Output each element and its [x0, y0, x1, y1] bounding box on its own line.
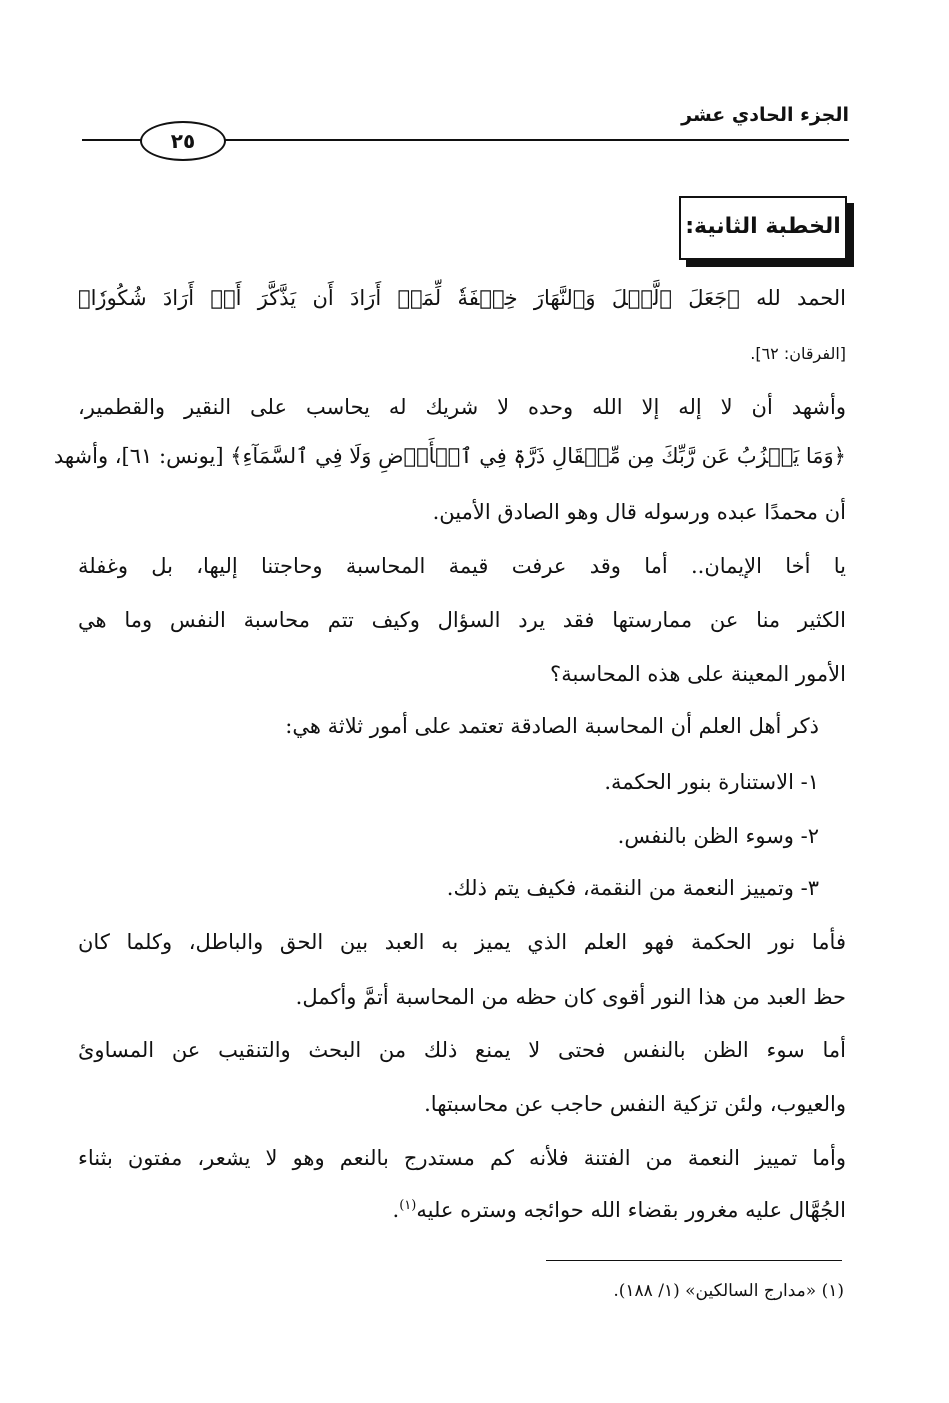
footnote: (١) «مدارج السالكين» (١/ ١٨٨). [613, 1281, 844, 1301]
text-line: [الفرقان: ٦٢]. [750, 344, 846, 363]
list-item: ١- الاستنارة بنور الحكمة. [604, 770, 819, 794]
footnote-marker: (١) [399, 1198, 417, 1213]
text-line: الكثير منا عن ممارستها فقد يرد السؤال وكيف تتم محاسبة النفس وما هي [78, 608, 846, 632]
text-line: الأمور المعينة على هذه المحاسبة؟ [550, 662, 846, 686]
text-line: الحمد لله ﴿جَعَلَ ٱلَّيۡلَ وَٱلنَّهَارَ خِلۡفَةٗ لِّمَنۡ أَرَادَ أَن يَذَّكَّرَ أَوۡ أَرَادَ شُكُورٗا﴾ [78, 286, 846, 310]
section-title-box [679, 196, 847, 260]
running-title: الجزء الحادي عشر [681, 104, 849, 126]
sentence-end: . [392, 1198, 400, 1222]
text-line: والعيوب، ولئن تزكية النفس حاجب عن محاسبتها. [424, 1092, 846, 1116]
page-number: ٢٥ [140, 121, 226, 161]
text-line: أن محمدًا عبده ورسوله قال وهو الصادق الأمين. [432, 500, 846, 524]
list-item: ٣- وتمييز النعمة من النقمة، فكيف يتم ذلك. [446, 876, 819, 900]
text-line: يا أخا الإيمان.. أما وقد عرفت قيمة المحاسبة وحاجتنا إليها، بل وغفلة [78, 554, 846, 578]
list-item: ٢- وسوء الظن بالنفس. [617, 824, 819, 848]
footnote-rule [546, 1260, 842, 1261]
text-line-content: الجُهَّال عليه مغرور بقضاء الله حوائجه وستره عليه [416, 1198, 846, 1222]
text-line: ذكر أهل العلم أن المحاسبة الصادقة تعتمد على أمور ثلاثة هي: [285, 714, 819, 738]
text-line [78, 1188, 846, 1232]
text-line: حظ العبد من هذا النور أقوى كان حظه من المحاسبة أتمَّ وأكمل. [295, 985, 846, 1009]
text-line: ﴿وَمَا يَعۡزُبُ عَن رَّبِّكَ مِن مِّثۡقَالِ ذَرَّةٖ فِي ٱلۡأَرۡضِ وَلَا فِي ٱلسَّمَآءِ﴾ [يونس: ٦١]، وأشهد [53, 444, 846, 468]
text-line: وأشهد أن لا إله إلا الله وحده لا شريك له يحاسب على النقير والقطمير، [78, 395, 846, 419]
text-line: وأما تمييز النعمة من الفتنة فلأنه كم مستدرج بالنعم وهو لا يشعر، مفتون بثناء [78, 1146, 846, 1170]
text-line: فأما نور الحكمة فهو العلم الذي يميز به العبد بين الحق والباطل، وكلما كان [78, 930, 846, 954]
text-line: أما سوء الظن بالنفس فحتى لا يمنع ذلك من البحث والتنقيب عن المساوئ [78, 1038, 846, 1062]
section-title: الخطبة الثانية: [685, 214, 841, 239]
